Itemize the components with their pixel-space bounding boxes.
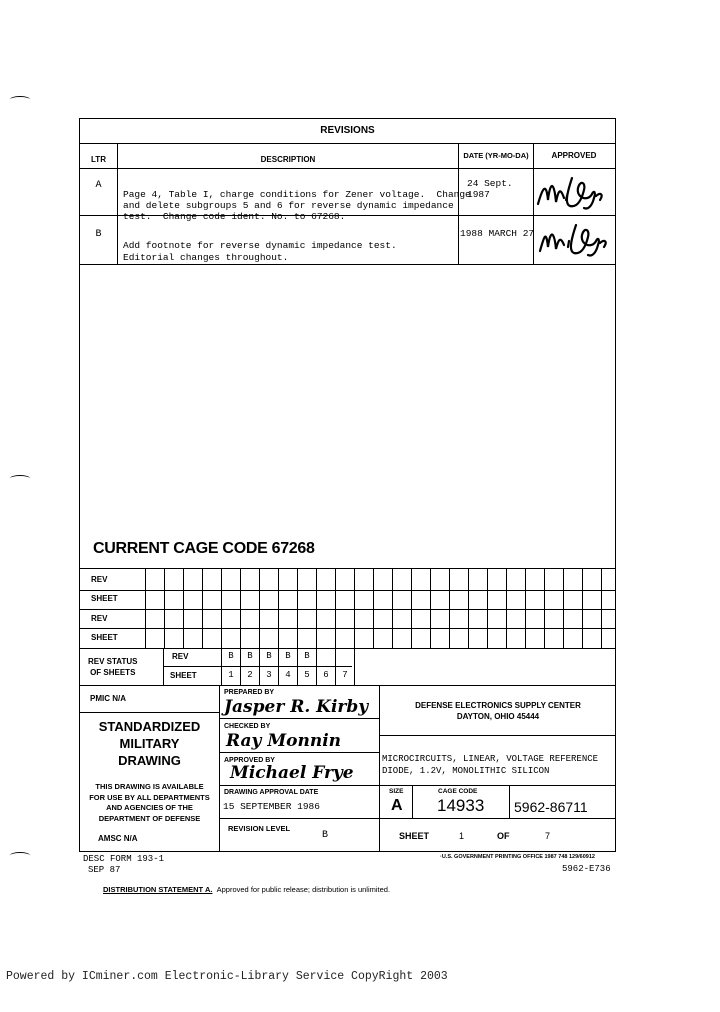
current-cage-code: CURRENT CAGE CODE 67268	[93, 540, 315, 557]
amsc-label: AMSC N/A	[98, 834, 138, 843]
sheet-total: 7	[545, 831, 551, 841]
approved-by-label: APPROVED BY	[224, 757, 275, 764]
of-label: OF	[497, 831, 510, 841]
agency-name: DEFENSE ELECTRONICS SUPPLY CENTER DAYTON, OHIO 45444	[415, 701, 581, 721]
rev-status-label: REV STATUS OF SHEETS	[88, 657, 138, 677]
rev-status-rev-2: B	[247, 651, 253, 661]
prepared-by-signature: Jasper R. Kirby	[224, 697, 369, 717]
col-ltr: LTR	[91, 155, 106, 164]
size-value: A	[391, 797, 403, 814]
rev-status-rev-label: REV	[172, 652, 189, 661]
rev-status-rev-3: B	[266, 651, 272, 661]
rev-row-b-date: 1988 MARCH 27	[460, 228, 535, 239]
grid-label-rev-1: REV	[91, 575, 108, 584]
availability-statement: THIS DRAWING IS AVAILABLE FOR USE BY ALL DEPARTMENTS AND AGENCIES OF THE DEPARTMENT OF DEFENSE	[89, 782, 210, 823]
rev-status-sheet-label: SHEET	[170, 671, 197, 680]
rev-status-sheet-7: 7	[342, 670, 348, 680]
document-code: 5962-E736	[562, 864, 611, 874]
rev-row-a-desc: Page 4, Table I, charge conditions for Zener voltage. Change and delete subgroups 5 and 6 for reverse dynamic impedance test. Change code ident. No. to 67268.	[123, 189, 471, 222]
revision-level: B	[322, 830, 329, 841]
rev-row-b-desc: Add footnote for reverse dynamic impedance test. Editorial changes throughout.	[123, 240, 397, 263]
rev-status-sheet-1: 1	[228, 670, 234, 680]
grid-label-sheet-1: SHEET	[91, 594, 118, 603]
col-description: DESCRIPTION	[260, 155, 316, 164]
rev-status-rev-5: B	[304, 651, 310, 661]
rev-status-sheet-3: 3	[266, 670, 272, 680]
revisions-title: REVISIONS	[320, 125, 375, 136]
rev-row-b-ltr: B	[95, 229, 102, 240]
punch-mark-2	[10, 475, 30, 482]
cage-code-value: 14933	[437, 796, 485, 815]
revision-level-label: REVISION LEVEL	[228, 824, 291, 833]
desc-form: DESC FORM 193-1 SEP 87	[83, 854, 165, 875]
grid-label-sheet-2: SHEET	[91, 633, 118, 642]
checked-by-label: CHECKED BY	[224, 723, 271, 730]
rev-status-rev-4: B	[285, 651, 291, 661]
approval-date-label: DRAWING APPROVAL DATE	[224, 789, 319, 796]
standardized-military-drawing: STANDARDIZED MILITARY DRAWING	[98, 719, 201, 768]
approval-date: 15 SEPTEMBER 1986	[223, 801, 320, 812]
sheet-label: SHEET	[399, 831, 430, 841]
rev-status-sheet-6: 6	[323, 670, 329, 680]
sheet-number: 1	[459, 831, 465, 841]
gpo-note: ·U.S. GOVERNMENT PRINTING OFFICE 1987 748 129/60912	[440, 854, 595, 860]
checked-by-signature: Ray Monnin	[226, 731, 342, 751]
prepared-by-label: PREPARED BY	[224, 689, 275, 696]
rev-status-sheet-5: 5	[304, 670, 310, 680]
col-approved: APPROVED	[551, 151, 597, 160]
approval-signature-a	[534, 170, 614, 214]
pmic-label: PMIC N/A	[90, 694, 126, 703]
approved-by-signature: Michael Frye	[230, 763, 354, 783]
punch-mark-3	[10, 852, 30, 859]
punch-mark-1	[10, 96, 30, 103]
powered-by: Powered by ICminer.com Electronic-Library Service CopyRight 2003	[6, 970, 448, 983]
device-title: MICROCIRCUITS, LINEAR, VOLTAGE REFERENCE DIODE, 1.2V, MONOLITHIC SILICON	[382, 754, 599, 776]
size-label: SIZE	[389, 788, 404, 795]
rev-row-a-date: 24 Sept. 1987	[467, 178, 513, 200]
col-date: DATE (YR-MO-DA)	[463, 151, 529, 160]
rev-status-sheet-4: 4	[285, 670, 291, 680]
rev-status-rev-1: B	[228, 651, 234, 661]
rev-status-sheet-2: 2	[247, 670, 253, 680]
approval-signature-b	[534, 217, 614, 261]
distribution-statement: DISTRIBUTION STATEMENT A. Approved for public release; distribution is unlimited.	[103, 885, 391, 894]
cage-code-label: CAGE CODE	[438, 788, 478, 795]
grid-label-rev-2: REV	[91, 614, 108, 623]
drawing-number: 5962-86711	[514, 799, 588, 815]
rev-row-a-ltr: A	[95, 180, 102, 191]
